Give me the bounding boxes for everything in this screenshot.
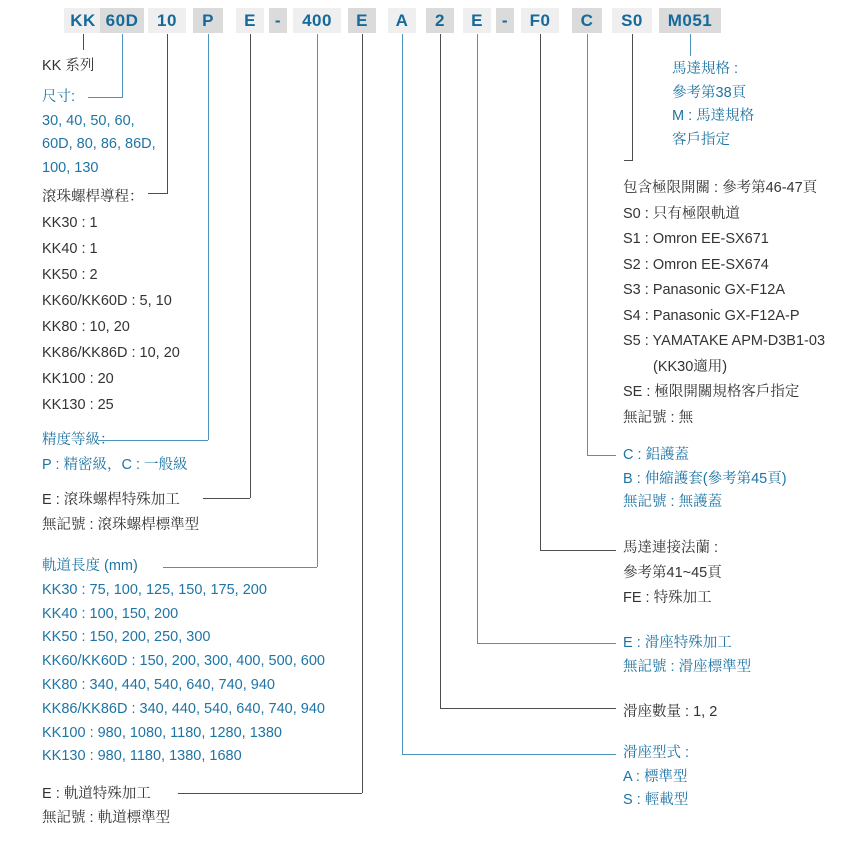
size-section — [42, 86, 156, 180]
code-segment-dash1: - — [269, 8, 287, 33]
connector-motor-spec-line — [690, 34, 691, 56]
rail-special-section — [42, 782, 170, 830]
limit-switch-item: S4 : Panasonic GX-F12A-P — [623, 307, 800, 324]
connector-flange-line — [540, 34, 541, 550]
rail-length-item: KK50 : 150, 200, 250, 300 — [42, 629, 211, 646]
code-segment-dash2: - — [496, 8, 514, 33]
size-label: 尺寸: — [42, 89, 76, 105]
connector-ballscrew-special-line — [250, 34, 251, 498]
accuracy-section — [42, 428, 188, 477]
connector-limit-switch-elbow — [624, 160, 633, 161]
connector-slider-qty-elbow — [440, 708, 616, 709]
size-values: 100, 130 — [42, 159, 99, 176]
connector-series-line — [83, 34, 84, 50]
connector-slider-special-line — [477, 34, 478, 643]
limit-switch-item: S1 : Omron EE-SX671 — [623, 231, 769, 247]
lead-item: KK30 : 1 — [42, 215, 98, 231]
code-segment-10: 10 — [148, 8, 186, 33]
connector-rail-special-elbow — [178, 793, 362, 794]
connector-slider-type-elbow — [402, 754, 616, 755]
lead-item: KK50 : 2 — [42, 267, 98, 283]
limit-switch-item: SE : 極限開關規格客戶指定 — [623, 384, 800, 400]
rail-length-item: KK30 : 75, 100, 125, 150, 175, 200 — [42, 581, 267, 598]
rail-length-item: KK86/KK86D : 340, 440, 540, 640, 740, 940 — [42, 700, 325, 717]
code-segment-60d: 60D — [100, 8, 144, 33]
flange-item: 參考第41~45頁 — [623, 565, 722, 581]
flange-section — [623, 536, 722, 611]
rail-length-item: KK40 : 100, 150, 200 — [42, 605, 179, 622]
slider-type-label: 滑座型式 : — [623, 745, 690, 761]
cover-item: B : 伸縮護套(參考第45頁) — [623, 470, 787, 487]
limit-switch-label: 包含極限開關 : 參考第46-47頁 — [623, 180, 818, 196]
flange-label: 馬達連接法蘭 : — [623, 540, 719, 556]
ballscrew-special-item: 無記號 : 滾珠螺桿標準型 — [42, 517, 200, 533]
connector-rail-length-line — [317, 34, 318, 567]
accuracy-label: 精度等級： — [42, 432, 115, 448]
lead-section — [42, 184, 180, 418]
connector-cover-line — [587, 34, 588, 455]
lead-item: KK130 : 25 — [42, 397, 114, 413]
code-segment-e2: E — [348, 8, 376, 33]
slider-qty-label: 滑座數量 : 1, 2 — [623, 704, 718, 720]
code-segment-kk: KK — [64, 8, 102, 33]
connector-lead-line — [167, 34, 168, 193]
code-segment-a: A — [388, 8, 416, 33]
code-segment-e1: E — [236, 8, 264, 33]
code-segment-c: C — [572, 8, 602, 33]
motor-spec-item: 參考第38頁 — [672, 84, 747, 101]
lead-item: KK60/KK60D : 5, 10 — [42, 293, 172, 309]
accuracy-item: P : 精密級，C : 一般級 — [42, 456, 188, 473]
lead-item: KK86/KK86D : 10, 20 — [42, 345, 180, 361]
connector-flange-elbow — [540, 550, 616, 551]
rail-special-item: 無記號 : 軌道標準型 — [42, 810, 171, 826]
cover-item: 無記號 : 無護蓋 — [623, 494, 723, 510]
slider-type-item: A : 標準型 — [623, 768, 688, 785]
lead-item: KK80 : 10, 20 — [42, 319, 130, 335]
code-segment-e3: E — [463, 8, 491, 33]
code-segment-2: 2 — [426, 8, 454, 33]
lead-label: 滾珠螺桿導程： — [42, 189, 144, 205]
ballscrew-special-section — [42, 488, 199, 538]
size-values: 30, 40, 50, 60, — [42, 112, 135, 129]
rail-length-item: KK130 : 980, 1180, 1380, 1680 — [42, 748, 242, 765]
connector-cover-elbow — [587, 455, 616, 456]
limit-switch-item: S3 : Panasonic GX-F12A — [623, 282, 785, 298]
connector-accuracy-line — [208, 34, 209, 440]
series-label: KK 系列 — [42, 58, 95, 74]
size-values: 60D, 80, 86, 86D, — [42, 136, 156, 152]
limit-switch-item: 無記號 : 無 — [623, 409, 694, 426]
motor-spec-item: 客戶指定 — [672, 131, 730, 148]
slider-special-item: E : 滑座特殊加工 — [623, 635, 732, 651]
slider-special-item: 無記號 : 滑座標準型 — [623, 658, 752, 675]
connector-rail-special-line — [362, 34, 363, 793]
limit-switch-item: S2 : Omron EE-SX674 — [623, 256, 769, 273]
limit-switch-item: S0 : 只有極限軌道 — [623, 205, 740, 222]
motor-spec-label: 馬達規格 : — [672, 61, 739, 77]
limit-switch-section — [623, 176, 825, 431]
rail-length-item: KK80 : 340, 440, 540, 640, 740, 940 — [42, 676, 275, 693]
code-segment-m051: M051 — [659, 8, 721, 33]
rail-length-item: KK60/KK60D : 150, 200, 300, 400, 500, 600 — [42, 653, 325, 670]
code-segment-400: 400 — [293, 8, 341, 33]
limit-switch-item: S5 : YAMATAKE APM-D3B1-03 — [623, 333, 826, 349]
connector-ballscrew-special-elbow — [203, 498, 250, 499]
limit-switch-item-note: (KK30適用) — [653, 358, 728, 375]
code-segment-f0: F0 — [521, 8, 559, 33]
cover-item: C : 鋁護蓋 — [623, 447, 690, 463]
connector-limit-switch-line — [632, 34, 633, 160]
rail-length-label: 軌道長度 (mm) — [42, 558, 138, 574]
rail-special-item: E : 軌道特殊加工 — [42, 786, 151, 802]
cover-section — [623, 444, 787, 515]
code-segment-s0: S0 — [612, 8, 652, 33]
slider-type-item: S : 輕載型 — [623, 792, 689, 808]
lead-item: KK100 : 20 — [42, 371, 114, 387]
ballscrew-special-item: E : 滾珠螺桿特殊加工 — [42, 492, 180, 508]
connector-slider-qty-line — [440, 34, 441, 708]
slider-special-section — [623, 632, 751, 679]
lead-item: KK40 : 1 — [42, 241, 98, 257]
rail-length-section — [42, 555, 325, 769]
motor-spec-section — [672, 58, 754, 152]
motor-spec-item: M : 馬達規格 — [672, 108, 755, 124]
connector-slider-type-line — [402, 34, 403, 754]
slider-type-section — [623, 742, 689, 813]
code-segment-p: P — [193, 8, 223, 33]
connector-slider-special-elbow — [477, 643, 616, 644]
flange-item: FE : 特殊加工 — [623, 590, 712, 606]
rail-length-item: KK100 : 980, 1080, 1180, 1280, 1380 — [42, 724, 282, 741]
